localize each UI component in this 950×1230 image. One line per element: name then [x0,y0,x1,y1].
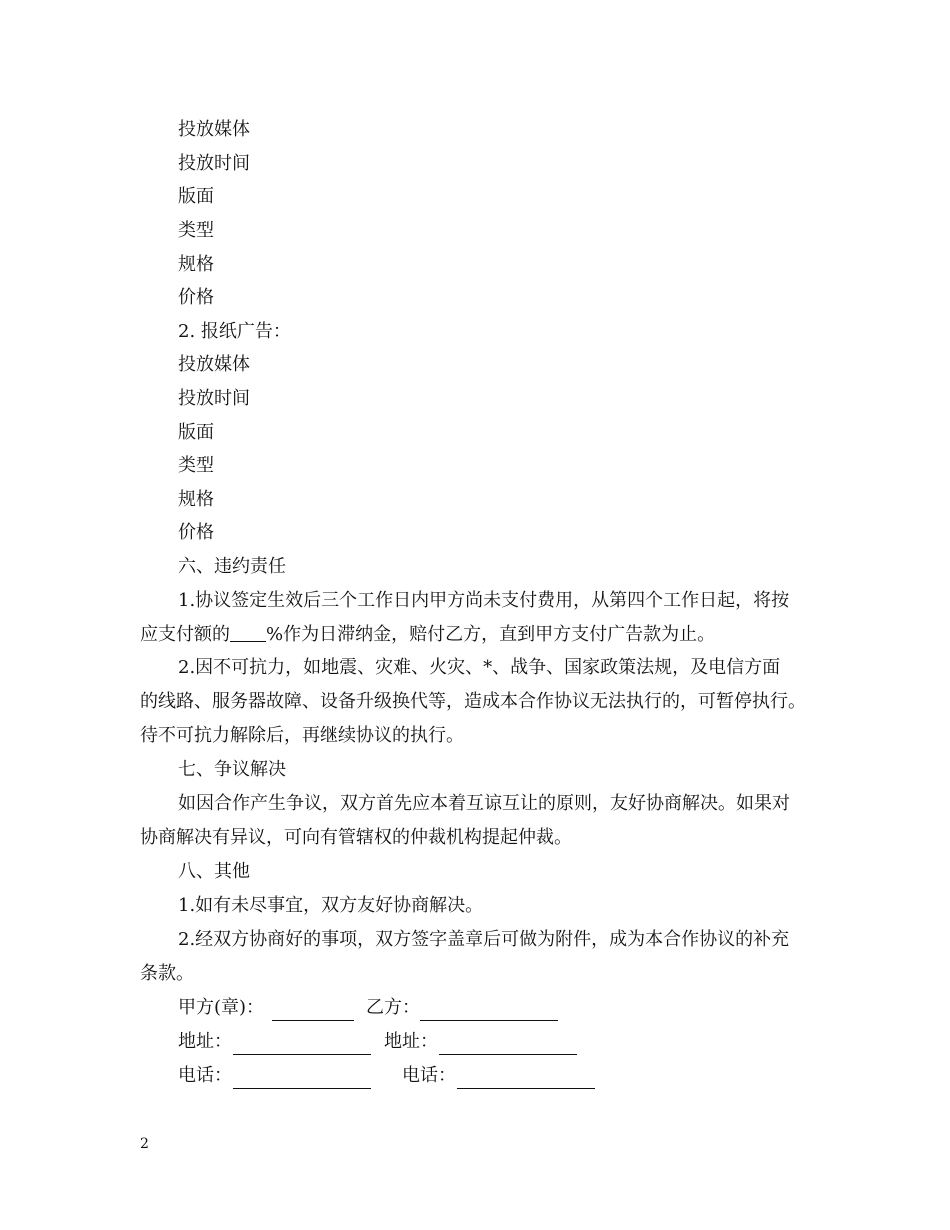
list1-item: 类型 [178,220,214,241]
section6-p1-line2-pre: 应支付额的 [140,624,230,645]
address-a-blank[interactable] [233,1036,371,1055]
section7-heading: 七、争议解决 [178,759,286,780]
list1-item: 投放媒体 [178,119,250,140]
list1-item: 投放时间 [178,153,250,174]
section6-p2-line2: 的线路、服务器故障、设备升级换代等，造成本合作协议无法执行的，可暂停执行。 [140,691,806,712]
section8-heading: 八、其他 [178,861,250,882]
list2-item: 投放时间 [178,388,250,409]
newspaper-ad-heading: 2. 报纸广告： [178,321,291,342]
section6-p1-line1: 1.协议签定生效后三个工作日内甲方尚未支付费用，从第四个工作日起，将按 [178,590,790,611]
section6-heading: 六、违约责任 [178,556,286,577]
party-b-blank[interactable] [420,1002,558,1021]
address-b-blank[interactable] [439,1036,577,1055]
section6-p2-line1: 2.因不可抗力，如地震、灾难、火灾、*、战争、国家政策法规，及电信方面 [178,657,781,678]
party-b-label: 乙方： [366,997,420,1018]
section7-line2: 协商解决有异议，可向有管辖权的仲裁机构提起仲裁。 [140,827,572,848]
address-label-a: 地址： [178,1031,232,1052]
section6-p1-line2-post: %作为日滞纳金，赔付乙方，直到甲方支付广告款为止。 [266,624,716,645]
list2-item: 类型 [178,455,214,476]
section8-p2-line2: 条款。 [140,963,194,984]
section8-p2-line1: 2.经双方协商好的事项，双方签字盖章后可做为附件，成为本合作协议的补充 [178,929,790,950]
party-a-blank[interactable] [272,1002,354,1021]
list1-item: 规格 [178,254,214,275]
late-fee-blank [230,623,266,642]
address-label-b: 地址： [384,1031,438,1052]
phone-b-blank[interactable] [457,1070,595,1089]
list1-item: 版面 [178,186,214,207]
page-number: 2 [140,1136,149,1152]
party-a-label: 甲方(章)： [178,997,265,1018]
list2-item: 规格 [178,489,214,510]
list1-item: 价格 [178,287,214,308]
section6-p1-line2 [140,623,715,647]
phone-label-b: 电话： [402,1065,456,1086]
section8-p1: 1.如有未尽事宜，双方友好协商解决。 [178,895,484,916]
list2-item: 投放媒体 [178,354,250,375]
section6-p2-line3: 待不可抗力解除后，再继续协议的执行。 [140,725,464,746]
list2-item: 版面 [178,422,214,443]
phone-a-blank[interactable] [233,1070,371,1089]
section7-line1: 如因合作产生争议，双方首先应本着互谅互让的原则，友好协商解决。如果对 [178,793,790,814]
phone-label-a: 电话： [178,1065,232,1086]
list2-item: 价格 [178,522,214,543]
